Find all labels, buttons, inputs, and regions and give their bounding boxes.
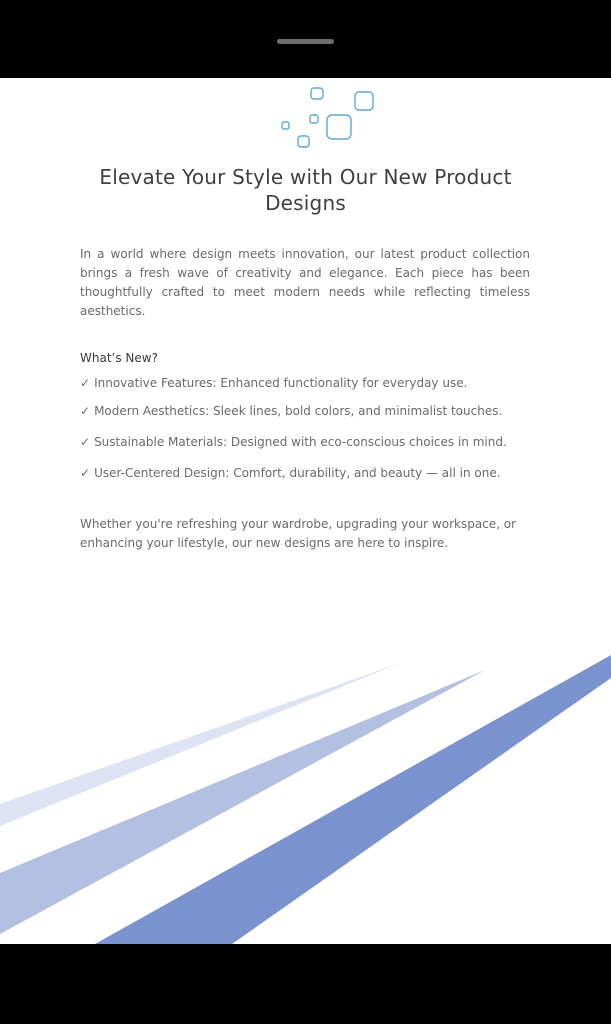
feature-text: Modern Aesthetics: Sleek lines, bold colors, and minimalist touches. [94,404,503,418]
decorative-stripes [0,638,611,944]
feature-item [80,375,550,392]
checkmark-icon: ✓ [80,466,91,480]
document-page [0,78,611,944]
page-title: Elevate Your Style with Our New Product Designs [99,165,512,215]
feature-text: User-Centered Design: Comfort, durability, and beauty — all in one. [94,466,501,480]
feature-item [80,465,550,482]
rounded-squares-logo-icon [275,86,379,162]
feature-item [80,403,550,420]
top-system-bar [0,0,611,78]
feature-text: Innovative Features: Enhanced functionality for everyday use. [94,376,468,390]
intro-paragraph: In a world where design meets innovation, our latest product collection brings a fresh wave of creativity and elegance. Each piece has been thoughtfully crafted to meet modern needs while reflecting timeless aesthetics. [80,247,530,318]
closing-paragraph: Whether you're refreshing your wardrobe, upgrading your workspace, or enhancing your lifestyle, our new designs are here to inspire. [80,517,517,550]
whats-new-heading: What’s New? [80,351,158,365]
feature-text: Sustainable Materials: Designed with eco-conscious choices in mind. [94,435,507,449]
checkmark-icon: ✓ [80,376,91,390]
checkmark-icon: ✓ [80,435,91,449]
drag-handle-icon[interactable] [277,39,334,44]
checkmark-icon: ✓ [80,404,91,418]
feature-item [80,434,550,451]
bottom-system-bar [0,944,611,1024]
stripe-dark [95,655,611,944]
